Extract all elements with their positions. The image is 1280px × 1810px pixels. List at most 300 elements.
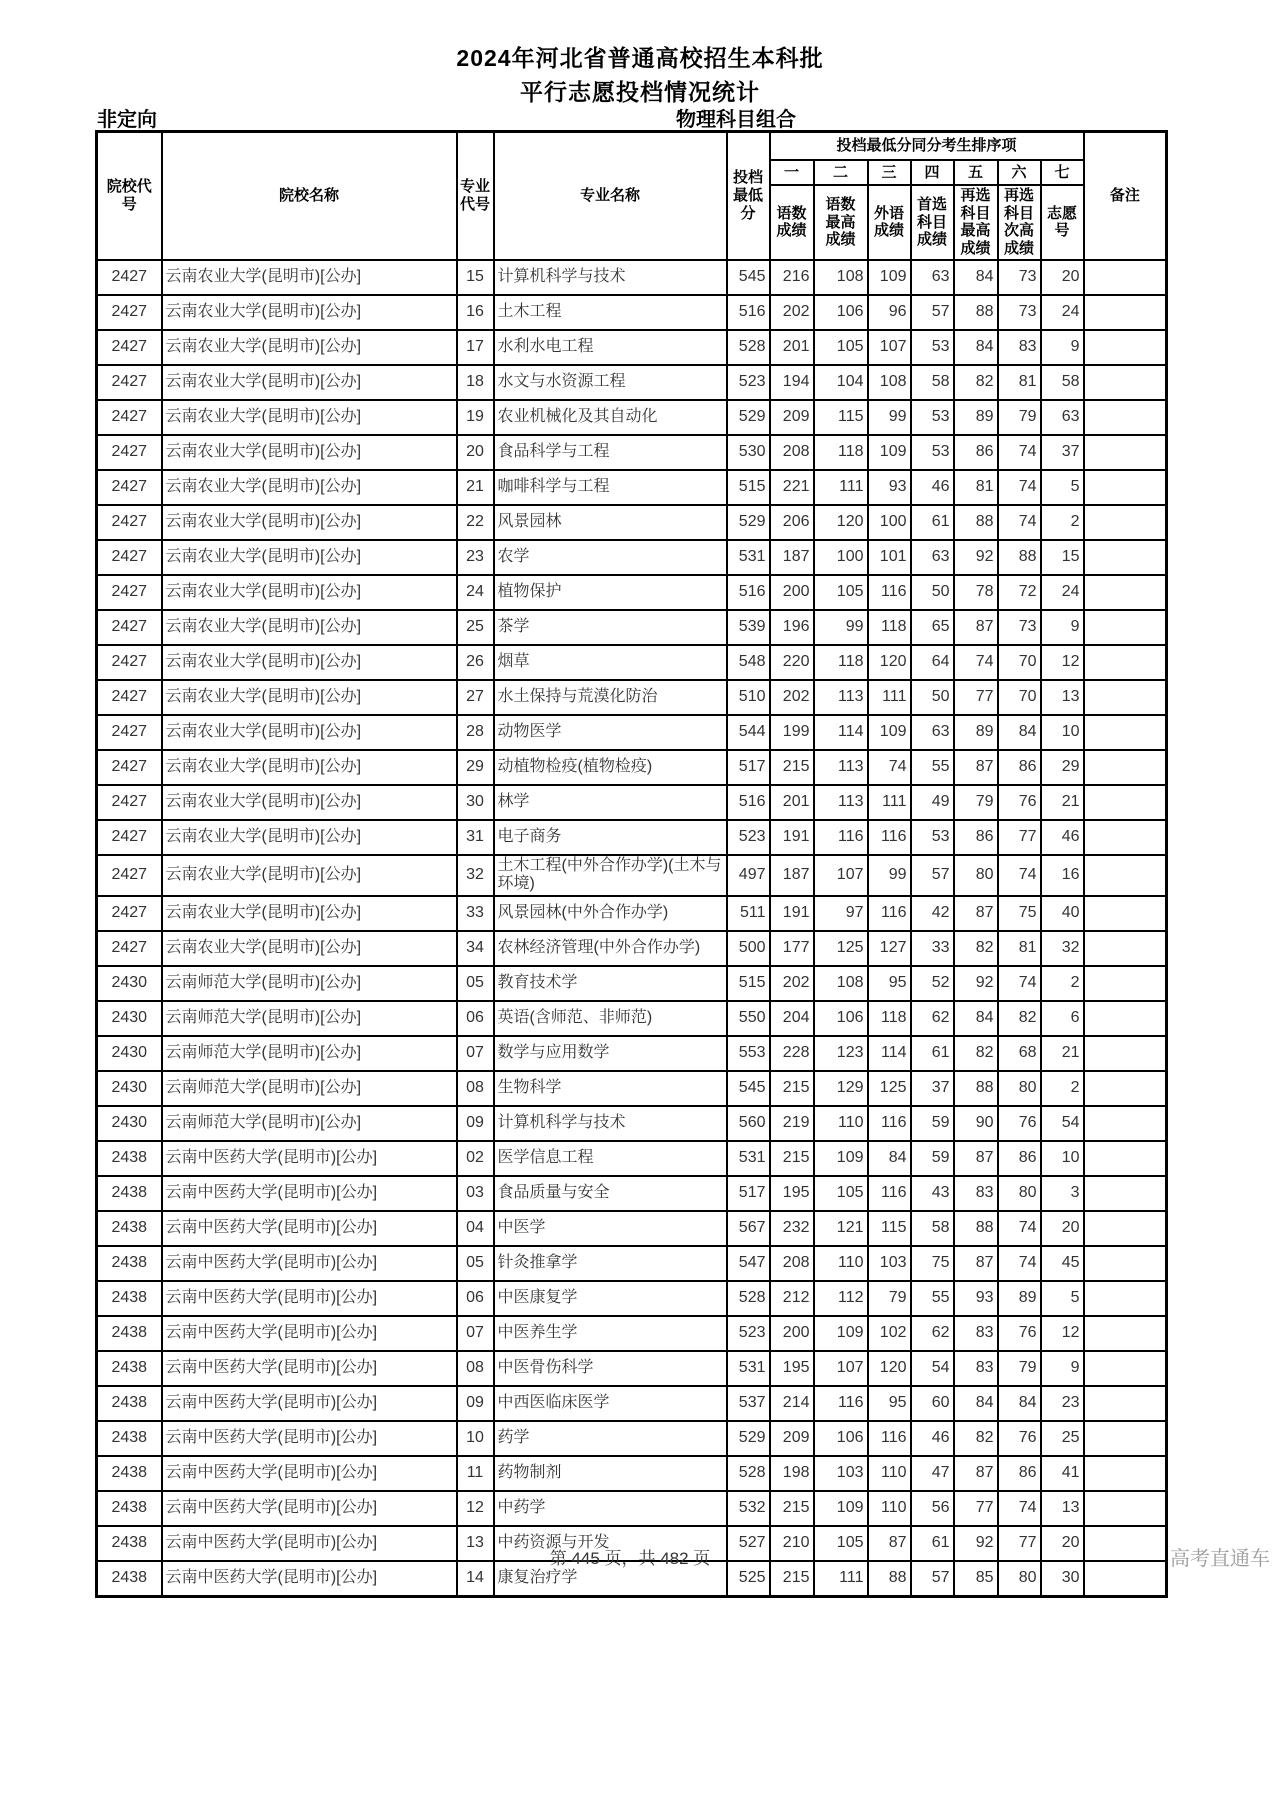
college-code-cell: 2438 bbox=[97, 1561, 162, 1597]
min-score-cell: 511 bbox=[727, 896, 770, 931]
major-name-cell: 生物科学 bbox=[494, 1071, 727, 1106]
major-name-cell: 药物制剂 bbox=[494, 1456, 727, 1491]
reselect-second-score-cell: 79 bbox=[998, 400, 1041, 435]
college-name-cell: 云南师范大学(昆明市)[公办] bbox=[162, 966, 457, 1001]
remark-cell bbox=[1084, 1176, 1167, 1211]
remark-cell bbox=[1084, 1106, 1167, 1141]
remark-cell bbox=[1084, 1281, 1167, 1316]
college-name-cell: 云南中医药大学(昆明市)[公办] bbox=[162, 1561, 457, 1597]
foreign-lang-score-cell: 111 bbox=[868, 785, 911, 820]
chinese-math-max-score-cell: 110 bbox=[814, 1106, 868, 1141]
remark-cell bbox=[1084, 435, 1167, 470]
college-name-cell: 云南中医药大学(昆明市)[公办] bbox=[162, 1526, 457, 1561]
remark-cell bbox=[1084, 505, 1167, 540]
preference-number-cell: 54 bbox=[1041, 1106, 1084, 1141]
college-name-cell: 云南中医药大学(昆明市)[公办] bbox=[162, 1491, 457, 1526]
reselect-max-score-cell: 79 bbox=[954, 785, 998, 820]
preference-number-cell: 2 bbox=[1041, 505, 1084, 540]
admission-stats-table bbox=[95, 130, 1168, 1598]
remark-cell bbox=[1084, 966, 1167, 1001]
major-name-cell: 中药资源与开发 bbox=[494, 1526, 727, 1561]
chinese-math-score-cell: 210 bbox=[770, 1526, 814, 1561]
first-subject-score-cell: 60 bbox=[911, 1386, 954, 1421]
table-row bbox=[97, 931, 1167, 966]
major-code-cell: 03 bbox=[457, 1176, 494, 1211]
first-subject-score-cell: 50 bbox=[911, 680, 954, 715]
college-code-cell: 2438 bbox=[97, 1316, 162, 1351]
chinese-math-max-score-cell: 99 bbox=[814, 610, 868, 645]
chinese-math-max-score-cell: 113 bbox=[814, 785, 868, 820]
major-name-cell: 农学 bbox=[494, 540, 727, 575]
first-subject-score-cell: 57 bbox=[911, 295, 954, 330]
college-name-cell: 云南中医药大学(昆明市)[公办] bbox=[162, 1316, 457, 1351]
chinese-math-max-score-cell: 109 bbox=[814, 1316, 868, 1351]
major-name-cell: 中西医临床医学 bbox=[494, 1386, 727, 1421]
header-major-name: 专业名称 bbox=[494, 132, 727, 260]
first-subject-score-cell: 61 bbox=[911, 505, 954, 540]
chinese-math-max-score-cell: 107 bbox=[814, 1351, 868, 1386]
preference-number-cell: 58 bbox=[1041, 365, 1084, 400]
first-subject-score-cell: 46 bbox=[911, 1421, 954, 1456]
college-code-cell: 2427 bbox=[97, 295, 162, 330]
foreign-lang-score-cell: 99 bbox=[868, 855, 911, 896]
foreign-lang-score-cell: 79 bbox=[868, 1281, 911, 1316]
preference-number-cell: 41 bbox=[1041, 1456, 1084, 1491]
reselect-max-score-cell: 80 bbox=[954, 855, 998, 896]
reselect-second-score-cell: 73 bbox=[998, 260, 1041, 295]
foreign-lang-score-cell: 111 bbox=[868, 680, 911, 715]
reselect-max-score-cell: 88 bbox=[954, 1071, 998, 1106]
preference-number-cell: 3 bbox=[1041, 1176, 1084, 1211]
foreign-lang-score-cell: 116 bbox=[868, 896, 911, 931]
min-score-cell: 530 bbox=[727, 435, 770, 470]
college-code-cell: 2427 bbox=[97, 820, 162, 855]
foreign-lang-score-cell: 116 bbox=[868, 575, 911, 610]
reselect-max-score-cell: 82 bbox=[954, 1036, 998, 1071]
college-name-cell: 云南农业大学(昆明市)[公办] bbox=[162, 896, 457, 931]
remark-cell bbox=[1084, 1246, 1167, 1281]
remark-cell bbox=[1084, 855, 1167, 896]
major-code-cell: 16 bbox=[457, 295, 494, 330]
first-subject-score-cell: 53 bbox=[911, 330, 954, 365]
tiebreak-ordinal-5: 五 bbox=[954, 160, 998, 185]
major-code-cell: 13 bbox=[457, 1526, 494, 1561]
chinese-math-score-cell: 208 bbox=[770, 1246, 814, 1281]
first-subject-score-cell: 61 bbox=[911, 1526, 954, 1561]
preference-number-cell: 29 bbox=[1041, 750, 1084, 785]
remark-cell bbox=[1084, 1421, 1167, 1456]
first-subject-score-cell: 56 bbox=[911, 1491, 954, 1526]
reselect-second-score-cell: 74 bbox=[998, 1491, 1041, 1526]
major-name-cell: 咖啡科学与工程 bbox=[494, 470, 727, 505]
foreign-lang-score-cell: 107 bbox=[868, 330, 911, 365]
reselect-second-score-cell: 74 bbox=[998, 1211, 1041, 1246]
major-code-cell: 30 bbox=[457, 785, 494, 820]
foreign-lang-score-cell: 102 bbox=[868, 1316, 911, 1351]
college-name-cell: 云南中医药大学(昆明市)[公办] bbox=[162, 1281, 457, 1316]
table-row bbox=[97, 400, 1167, 435]
first-subject-score-cell: 53 bbox=[911, 820, 954, 855]
first-subject-score-cell: 55 bbox=[911, 750, 954, 785]
college-name-cell: 云南师范大学(昆明市)[公办] bbox=[162, 1036, 457, 1071]
foreign-lang-score-cell: 95 bbox=[868, 966, 911, 1001]
table-row bbox=[97, 1316, 1167, 1351]
min-score-cell: 515 bbox=[727, 966, 770, 1001]
chinese-math-max-score-cell: 106 bbox=[814, 295, 868, 330]
major-name-cell: 茶学 bbox=[494, 610, 727, 645]
reselect-second-score-cell: 76 bbox=[998, 785, 1041, 820]
min-score-cell: 532 bbox=[727, 1491, 770, 1526]
tiebreak-ordinal-3: 三 bbox=[868, 160, 911, 185]
reselect-second-score-cell: 73 bbox=[998, 295, 1041, 330]
foreign-lang-score-cell: 74 bbox=[868, 750, 911, 785]
major-name-cell: 计算机科学与技术 bbox=[494, 260, 727, 295]
remark-cell bbox=[1084, 295, 1167, 330]
major-code-cell: 32 bbox=[457, 855, 494, 896]
reselect-max-score-cell: 87 bbox=[954, 1141, 998, 1176]
college-name-cell: 云南农业大学(昆明市)[公办] bbox=[162, 295, 457, 330]
chinese-math-score-cell: 196 bbox=[770, 610, 814, 645]
major-name-cell: 水利水电工程 bbox=[494, 330, 727, 365]
preference-number-cell: 10 bbox=[1041, 715, 1084, 750]
reselect-second-score-cell: 86 bbox=[998, 750, 1041, 785]
reselect-second-score-cell: 72 bbox=[998, 575, 1041, 610]
page-title-line2: 平行志愿投档情况统计 bbox=[520, 79, 760, 105]
college-name-cell: 云南中医药大学(昆明市)[公办] bbox=[162, 1176, 457, 1211]
major-code-cell: 08 bbox=[457, 1071, 494, 1106]
college-code-cell: 2427 bbox=[97, 715, 162, 750]
major-name-cell: 中药学 bbox=[494, 1491, 727, 1526]
college-name-cell: 云南农业大学(昆明市)[公办] bbox=[162, 610, 457, 645]
college-code-cell: 2438 bbox=[97, 1246, 162, 1281]
foreign-lang-score-cell: 109 bbox=[868, 435, 911, 470]
foreign-lang-score-cell: 96 bbox=[868, 295, 911, 330]
first-subject-score-cell: 53 bbox=[911, 435, 954, 470]
college-code-cell: 2427 bbox=[97, 896, 162, 931]
min-score-cell: 523 bbox=[727, 1316, 770, 1351]
chinese-math-score-cell: 202 bbox=[770, 966, 814, 1001]
major-code-cell: 09 bbox=[457, 1106, 494, 1141]
reselect-second-score-cell: 68 bbox=[998, 1036, 1041, 1071]
preference-number-cell: 37 bbox=[1041, 435, 1084, 470]
chinese-math-score-cell: 215 bbox=[770, 1491, 814, 1526]
college-name-cell: 云南中医药大学(昆明市)[公办] bbox=[162, 1421, 457, 1456]
foreign-lang-score-cell: 100 bbox=[868, 505, 911, 540]
min-score-cell: 545 bbox=[727, 260, 770, 295]
reselect-max-score-cell: 84 bbox=[954, 1386, 998, 1421]
header-college-name: 院校名称 bbox=[162, 132, 457, 260]
chinese-math-max-score-cell: 125 bbox=[814, 931, 868, 966]
remark-cell bbox=[1084, 1071, 1167, 1106]
chinese-math-max-score-cell: 100 bbox=[814, 540, 868, 575]
chinese-math-score-cell: 209 bbox=[770, 1421, 814, 1456]
major-code-cell: 25 bbox=[457, 610, 494, 645]
major-name-cell: 康复治疗学 bbox=[494, 1561, 727, 1597]
reselect-max-score-cell: 82 bbox=[954, 1421, 998, 1456]
chinese-math-max-score-cell: 105 bbox=[814, 575, 868, 610]
college-code-cell: 2427 bbox=[97, 365, 162, 400]
preference-number-cell: 15 bbox=[1041, 540, 1084, 575]
reselect-second-score-cell: 70 bbox=[998, 645, 1041, 680]
first-subject-score-cell: 75 bbox=[911, 1246, 954, 1281]
min-score-cell: 523 bbox=[727, 820, 770, 855]
chinese-math-score-cell: 201 bbox=[770, 785, 814, 820]
table-row bbox=[97, 1001, 1167, 1036]
major-code-cell: 07 bbox=[457, 1036, 494, 1071]
foreign-lang-score-cell: 110 bbox=[868, 1491, 911, 1526]
college-name-cell: 云南中医药大学(昆明市)[公办] bbox=[162, 1386, 457, 1421]
first-subject-score-cell: 53 bbox=[911, 400, 954, 435]
preference-number-cell: 21 bbox=[1041, 1036, 1084, 1071]
major-code-cell: 02 bbox=[457, 1141, 494, 1176]
major-name-cell: 食品质量与安全 bbox=[494, 1176, 727, 1211]
foreign-lang-score-cell: 87 bbox=[868, 1526, 911, 1561]
min-score-cell: 531 bbox=[727, 1141, 770, 1176]
chinese-math-max-score-cell: 109 bbox=[814, 1491, 868, 1526]
chinese-math-max-score-cell: 105 bbox=[814, 330, 868, 365]
reselect-max-score-cell: 87 bbox=[954, 610, 998, 645]
major-code-cell: 04 bbox=[457, 1211, 494, 1246]
chinese-math-max-score-cell: 112 bbox=[814, 1281, 868, 1316]
table-row bbox=[97, 610, 1167, 645]
table-row bbox=[97, 505, 1167, 540]
header-remark: 备注 bbox=[1084, 132, 1167, 260]
min-score-cell: 548 bbox=[727, 645, 770, 680]
first-subject-score-cell: 59 bbox=[911, 1141, 954, 1176]
remark-cell bbox=[1084, 1386, 1167, 1421]
first-subject-score-cell: 65 bbox=[911, 610, 954, 645]
reselect-second-score-cell: 84 bbox=[998, 715, 1041, 750]
table-row bbox=[97, 820, 1167, 855]
foreign-lang-score-cell: 109 bbox=[868, 715, 911, 750]
min-score-cell: 550 bbox=[727, 1001, 770, 1036]
remark-cell bbox=[1084, 785, 1167, 820]
table-row bbox=[97, 1106, 1167, 1141]
foreign-lang-score-cell: 93 bbox=[868, 470, 911, 505]
header-college-code: 院校代号 bbox=[97, 132, 162, 260]
major-code-cell: 27 bbox=[457, 680, 494, 715]
chinese-math-max-score-cell: 111 bbox=[814, 1561, 868, 1597]
first-subject-score-cell: 46 bbox=[911, 470, 954, 505]
chinese-math-max-score-cell: 113 bbox=[814, 680, 868, 715]
chinese-math-max-score-cell: 105 bbox=[814, 1526, 868, 1561]
header-major-code: 专业代号 bbox=[457, 132, 494, 260]
college-code-cell: 2427 bbox=[97, 505, 162, 540]
min-score-cell: 517 bbox=[727, 1176, 770, 1211]
chinese-math-max-score-cell: 106 bbox=[814, 1421, 868, 1456]
reselect-max-score-cell: 87 bbox=[954, 1456, 998, 1491]
min-score-cell: 497 bbox=[727, 855, 770, 896]
major-code-cell: 08 bbox=[457, 1351, 494, 1386]
major-code-cell: 14 bbox=[457, 1561, 494, 1597]
remark-cell bbox=[1084, 610, 1167, 645]
major-name-cell: 药学 bbox=[494, 1421, 727, 1456]
reselect-second-score-cell: 75 bbox=[998, 896, 1041, 931]
preference-number-cell: 16 bbox=[1041, 855, 1084, 896]
preference-number-cell: 13 bbox=[1041, 1491, 1084, 1526]
first-subject-score-cell: 58 bbox=[911, 365, 954, 400]
preference-number-cell: 30 bbox=[1041, 1561, 1084, 1597]
reselect-max-score-cell: 85 bbox=[954, 1561, 998, 1597]
min-score-cell: 531 bbox=[727, 1351, 770, 1386]
table-row bbox=[97, 966, 1167, 1001]
college-code-cell: 2427 bbox=[97, 785, 162, 820]
college-code-cell: 2427 bbox=[97, 400, 162, 435]
min-score-cell: 529 bbox=[727, 1421, 770, 1456]
major-name-cell: 风景园林(中外合作办学) bbox=[494, 896, 727, 931]
chinese-math-score-cell: 191 bbox=[770, 820, 814, 855]
min-score-cell: 517 bbox=[727, 750, 770, 785]
reselect-max-score-cell: 86 bbox=[954, 435, 998, 470]
remark-cell bbox=[1084, 365, 1167, 400]
college-code-cell: 2438 bbox=[97, 1421, 162, 1456]
college-name-cell: 云南师范大学(昆明市)[公办] bbox=[162, 1071, 457, 1106]
college-name-cell: 云南农业大学(昆明市)[公办] bbox=[162, 715, 457, 750]
college-name-cell: 云南中医药大学(昆明市)[公办] bbox=[162, 1141, 457, 1176]
major-code-cell: 07 bbox=[457, 1316, 494, 1351]
reselect-second-score-cell: 81 bbox=[998, 931, 1041, 966]
tiebreak-ordinal-2: 二 bbox=[814, 160, 868, 185]
college-name-cell: 云南农业大学(昆明市)[公办] bbox=[162, 540, 457, 575]
remark-cell bbox=[1084, 645, 1167, 680]
orientation-label: 非定向 bbox=[97, 109, 157, 131]
chinese-math-max-score-cell: 105 bbox=[814, 1176, 868, 1211]
reselect-second-score-cell: 82 bbox=[998, 1001, 1041, 1036]
chinese-math-score-cell: 215 bbox=[770, 1561, 814, 1597]
reselect-max-score-cell: 84 bbox=[954, 1001, 998, 1036]
remark-cell bbox=[1084, 1211, 1167, 1246]
preference-number-cell: 23 bbox=[1041, 1386, 1084, 1421]
reselect-second-score-cell: 86 bbox=[998, 1141, 1041, 1176]
reselect-second-score-cell: 83 bbox=[998, 330, 1041, 365]
min-score-cell: 528 bbox=[727, 330, 770, 365]
college-name-cell: 云南农业大学(昆明市)[公办] bbox=[162, 645, 457, 680]
first-subject-score-cell: 63 bbox=[911, 715, 954, 750]
chinese-math-score-cell: 215 bbox=[770, 1141, 814, 1176]
college-code-cell: 2438 bbox=[97, 1176, 162, 1211]
table-row bbox=[97, 260, 1167, 295]
chinese-math-max-score-cell: 121 bbox=[814, 1211, 868, 1246]
reselect-max-score-cell: 92 bbox=[954, 966, 998, 1001]
preference-number-cell: 13 bbox=[1041, 680, 1084, 715]
chinese-math-score-cell: 195 bbox=[770, 1351, 814, 1386]
tiebreak-label-5: 再选科目最高成绩 bbox=[954, 185, 998, 260]
college-code-cell: 2438 bbox=[97, 1281, 162, 1316]
college-name-cell: 云南师范大学(昆明市)[公办] bbox=[162, 1106, 457, 1141]
college-code-cell: 2427 bbox=[97, 855, 162, 896]
college-code-cell: 2438 bbox=[97, 1491, 162, 1526]
table-row bbox=[97, 785, 1167, 820]
chinese-math-score-cell: 200 bbox=[770, 575, 814, 610]
remark-cell bbox=[1084, 470, 1167, 505]
reselect-second-score-cell: 70 bbox=[998, 680, 1041, 715]
first-subject-score-cell: 37 bbox=[911, 1071, 954, 1106]
min-score-cell: 500 bbox=[727, 931, 770, 966]
reselect-max-score-cell: 92 bbox=[954, 1526, 998, 1561]
table-body bbox=[97, 260, 1167, 1596]
remark-cell bbox=[1084, 1456, 1167, 1491]
college-code-cell: 2438 bbox=[97, 1526, 162, 1561]
college-code-cell: 2438 bbox=[97, 1386, 162, 1421]
page-title-line1: 2024年河北省普通高校招生本科批 bbox=[456, 45, 824, 71]
preference-number-cell: 32 bbox=[1041, 931, 1084, 966]
preference-number-cell: 12 bbox=[1041, 1316, 1084, 1351]
college-name-cell: 云南农业大学(昆明市)[公办] bbox=[162, 470, 457, 505]
table-row bbox=[97, 1386, 1167, 1421]
tiebreak-label-7: 志愿号 bbox=[1041, 185, 1084, 260]
major-name-cell: 动物医学 bbox=[494, 715, 727, 750]
reselect-second-score-cell: 86 bbox=[998, 1456, 1041, 1491]
first-subject-score-cell: 59 bbox=[911, 1106, 954, 1141]
preference-number-cell: 6 bbox=[1041, 1001, 1084, 1036]
preference-number-cell: 5 bbox=[1041, 1281, 1084, 1316]
major-name-cell: 水文与水资源工程 bbox=[494, 365, 727, 400]
table-row bbox=[97, 575, 1167, 610]
chinese-math-score-cell: 206 bbox=[770, 505, 814, 540]
chinese-math-score-cell: 194 bbox=[770, 365, 814, 400]
major-name-cell: 医学信息工程 bbox=[494, 1141, 727, 1176]
min-score-cell: 529 bbox=[727, 400, 770, 435]
preference-number-cell: 2 bbox=[1041, 966, 1084, 1001]
college-code-cell: 2438 bbox=[97, 1351, 162, 1386]
min-score-cell: 531 bbox=[727, 540, 770, 575]
college-code-cell: 2427 bbox=[97, 435, 162, 470]
major-name-cell: 电子商务 bbox=[494, 820, 727, 855]
college-name-cell: 云南中医药大学(昆明市)[公办] bbox=[162, 1351, 457, 1386]
preference-number-cell: 10 bbox=[1041, 1141, 1084, 1176]
major-code-cell: 09 bbox=[457, 1386, 494, 1421]
chinese-math-score-cell: 215 bbox=[770, 750, 814, 785]
chinese-math-score-cell: 204 bbox=[770, 1001, 814, 1036]
major-name-cell: 农业机械化及其自动化 bbox=[494, 400, 727, 435]
reselect-max-score-cell: 86 bbox=[954, 820, 998, 855]
chinese-math-score-cell: 187 bbox=[770, 540, 814, 575]
remark-cell bbox=[1084, 820, 1167, 855]
college-code-cell: 2430 bbox=[97, 966, 162, 1001]
reselect-second-score-cell: 89 bbox=[998, 1281, 1041, 1316]
reselect-max-score-cell: 93 bbox=[954, 1281, 998, 1316]
major-code-cell: 34 bbox=[457, 931, 494, 966]
remark-cell bbox=[1084, 540, 1167, 575]
chinese-math-max-score-cell: 106 bbox=[814, 1001, 868, 1036]
chinese-math-max-score-cell: 118 bbox=[814, 645, 868, 680]
reselect-second-score-cell: 73 bbox=[998, 610, 1041, 645]
major-name-cell: 计算机科学与技术 bbox=[494, 1106, 727, 1141]
reselect-second-score-cell: 79 bbox=[998, 1351, 1041, 1386]
first-subject-score-cell: 63 bbox=[911, 260, 954, 295]
tiebreak-ordinal-6: 六 bbox=[998, 160, 1041, 185]
chinese-math-max-score-cell: 104 bbox=[814, 365, 868, 400]
major-name-cell: 植物保护 bbox=[494, 575, 727, 610]
chinese-math-max-score-cell: 115 bbox=[814, 400, 868, 435]
remark-cell bbox=[1084, 1316, 1167, 1351]
tiebreak-label-1: 语数成绩 bbox=[770, 185, 814, 260]
remark-cell bbox=[1084, 1351, 1167, 1386]
college-code-cell: 2427 bbox=[97, 680, 162, 715]
reselect-second-score-cell: 74 bbox=[998, 505, 1041, 540]
college-code-cell: 2427 bbox=[97, 260, 162, 295]
remark-cell bbox=[1084, 1141, 1167, 1176]
chinese-math-max-score-cell: 123 bbox=[814, 1036, 868, 1071]
foreign-lang-score-cell: 120 bbox=[868, 1351, 911, 1386]
major-name-cell: 中医学 bbox=[494, 1211, 727, 1246]
preference-number-cell: 12 bbox=[1041, 645, 1084, 680]
chinese-math-score-cell: 195 bbox=[770, 1176, 814, 1211]
preference-number-cell: 63 bbox=[1041, 400, 1084, 435]
major-code-cell: 20 bbox=[457, 435, 494, 470]
foreign-lang-score-cell: 125 bbox=[868, 1071, 911, 1106]
reselect-second-score-cell: 74 bbox=[998, 435, 1041, 470]
